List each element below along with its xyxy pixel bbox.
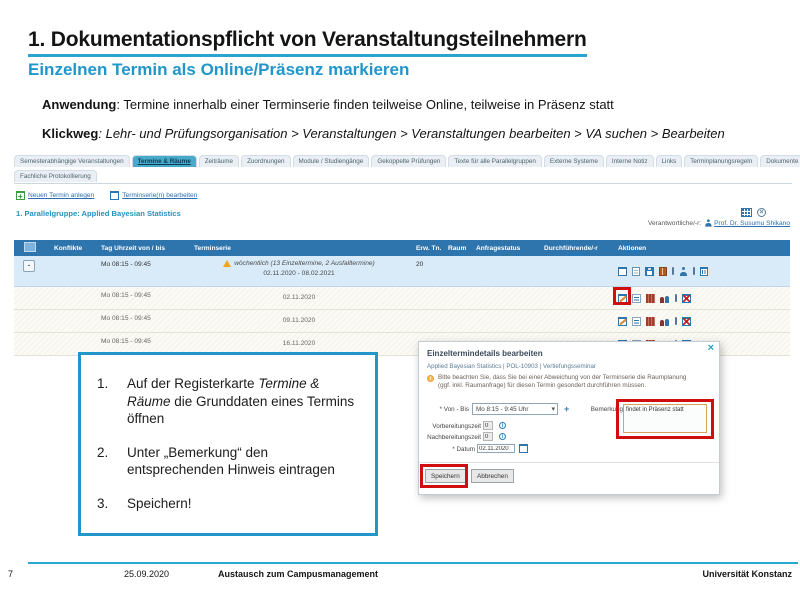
instruction-text-pre: Auf der Registerkarte [127, 376, 259, 391]
info-icon[interactable] [499, 433, 506, 440]
info-text: Bitte beachten Sie, dass Sie bei einer Abweichung von der Terminserie die Raumplanung (ggf. inkl. Raumanfrage) für diesen Termin gesondert durchführen müssen. [438, 374, 687, 390]
einzel-date: 09.11.2020 [282, 317, 316, 324]
vorbereitungszeit-input[interactable] [483, 421, 493, 430]
annotation-box-bemerkung [616, 399, 714, 439]
new-termin-label: Neuen Termin anlegen [28, 192, 95, 199]
anwendung-text: : Termine innerhalb einer Terminserie finden teilweise Online, teilweise in Präsenz statt [116, 97, 614, 112]
instruction-number: 3. [97, 495, 109, 511]
close-icon[interactable]: × [707, 342, 714, 354]
books-icon[interactable] [646, 317, 655, 326]
calendar-plus-icon [16, 191, 25, 200]
dialog-title: Einzeltermindetails bearbeiten [427, 349, 543, 358]
instruction-text-post: die Grunddaten eines Termins öffnen [127, 393, 355, 427]
book-icon[interactable] [659, 267, 667, 276]
info-icon[interactable] [499, 422, 506, 429]
serie-row [14, 256, 790, 287]
info-icon [427, 375, 434, 382]
edit-termin-icon[interactable] [618, 317, 627, 326]
tab-module-studiengaenge[interactable]: Module / Studiengänge [293, 155, 370, 167]
einzel-day-time: Mo 08:15 - 09:45 [101, 292, 151, 299]
annotation-box-save [420, 464, 468, 488]
people-icon[interactable] [660, 317, 670, 326]
save-button[interactable]: Speichern [425, 469, 466, 483]
cancel-termin-icon[interactable] [682, 294, 691, 303]
tab-zeitraeume[interactable]: Zeiträume [199, 155, 239, 167]
vorbereitungszeit-label: Vorbereitungszeit [432, 423, 481, 430]
einzel-date: 02.11.2020 [282, 294, 316, 301]
serie-day-time: Mo 08:15 - 09:45 [101, 261, 151, 268]
instruction-text: Unter „Bemerkung“ den entsprechenden Hinweis eintragen [127, 444, 335, 478]
einzeltermin-dialog [418, 341, 720, 495]
footer-institution: Universität Konstanz [702, 569, 792, 579]
trash-icon[interactable] [700, 267, 708, 276]
col-anfragestatus: Anfragestatus [476, 244, 521, 252]
page-subtitle: Einzelnen Termin als Online/Präsenz markieren [28, 60, 410, 79]
tab-semesterabhaengige-veranstaltungen[interactable]: Semesterabhängige Veranstaltungen [14, 155, 130, 167]
annotation-box-edit-icon [613, 287, 631, 305]
einzel-row [14, 310, 790, 333]
col-konflikte: Konflikte [54, 244, 83, 252]
klickweg-label: Klickweg [42, 126, 99, 141]
disk-icon[interactable] [645, 267, 654, 276]
collapse-all-icon[interactable]: × [757, 208, 766, 217]
table-header [14, 240, 790, 256]
datum-label: * Datum [452, 446, 475, 453]
nachbereitungszeit-label: Nachbereitungszeit [427, 434, 481, 441]
people-icon[interactable] [660, 294, 670, 303]
serie-dates: 02.11.2020 - 08.02.2021 [263, 270, 335, 277]
einzel-day-time: Mo 08:15 - 09:45 [101, 315, 151, 322]
instruction-item-2 [97, 444, 365, 479]
von-bis-label: * Von - Bis [439, 406, 469, 413]
termine-table [14, 240, 790, 356]
col-raum: Raum [448, 244, 467, 252]
instruction-text: Speichern! [127, 495, 192, 511]
tab-terminplanungsregeln[interactable]: Terminplanungsregeln [684, 155, 758, 167]
col-durchfuehrender: Durchführende/-r [544, 244, 598, 252]
einzel-day-time: Mo 08:15 - 09:45 [101, 338, 151, 345]
responsible-name-link[interactable]: Prof. Dr. Susumu Shikano [714, 219, 790, 227]
icon-divider [693, 267, 695, 275]
dialog-subtitle: Applied Bayesian Statistics | POL-10903 | Vertiefungsseminar [427, 363, 596, 370]
instruction-item-1 [97, 375, 365, 428]
icon-divider [675, 317, 677, 325]
tab-zuordnungen[interactable]: Zuordnungen [241, 155, 290, 167]
list-icon[interactable] [632, 317, 641, 326]
col-tag-uhrzeit: Tag Uhrzeit von / bis [101, 244, 165, 252]
select-column-icon[interactable] [24, 242, 36, 252]
footer-date: 25.09.2020 [124, 569, 170, 579]
chevron-down-icon: ▾ [551, 406, 555, 413]
tab-interne-notiz[interactable]: Interne Notiz [606, 155, 654, 167]
col-aktionen: Aktionen [618, 244, 647, 252]
von-bis-value: Mo 8:15 - 9:45 Uhr [476, 405, 529, 413]
list-icon[interactable] [632, 294, 641, 303]
tab-divider [14, 183, 792, 184]
serie-actions [612, 256, 790, 286]
footer-divider [28, 562, 798, 564]
einzel-actions [612, 310, 790, 332]
einzel-row [14, 287, 790, 310]
responsible-label: Verantwortliche/-r: [647, 219, 702, 227]
page-title: 1. Dokumentationspflicht von Veranstaltungsteilnehmern [28, 28, 587, 57]
responsible-row [648, 219, 790, 227]
serie-erw-tn: 20 [416, 261, 424, 268]
instruction-text [127, 375, 365, 428]
dialog-separator [419, 462, 719, 463]
tab-externe-systeme[interactable]: Externe Systeme [544, 155, 604, 167]
datum-input[interactable] [477, 444, 515, 453]
instruction-number: 1. [97, 376, 109, 391]
tab-dokumente[interactable]: Dokumente [760, 155, 800, 167]
quicklinks [16, 191, 197, 200]
bemerkung-label: Bemerkung [590, 406, 623, 413]
icon-divider [672, 267, 674, 275]
serie-info: wöchentlich (13 Einzeltermine, 2 Ausfalltermine) [234, 260, 375, 267]
tab-gekoppelte-pruefungen[interactable]: Gekoppelte Prüfungen [371, 155, 446, 167]
new-termin-link[interactable] [16, 191, 94, 200]
instruction-text-italic: Termine & Räume [127, 376, 320, 409]
tab-termine-raeume[interactable]: Termine & Räume [132, 155, 197, 167]
einzel-actions [612, 287, 790, 309]
tab-bar-row2 [14, 170, 97, 182]
von-bis-select[interactable] [472, 403, 558, 415]
anwendung-label: Anwendung [42, 97, 117, 112]
klickweg-text: : Lehr- und Prüfungsorganisation > Veranstaltungen > Veranstaltungen bearbeiten > VA suchen > Bearbeiten [98, 126, 725, 141]
calendar-icon[interactable] [618, 267, 627, 276]
collapse-serie-button[interactable]: - [23, 260, 35, 272]
parallelgruppe-heading: 1. Parallelgruppe: Applied Bayesian Statistics [16, 209, 181, 218]
warning-icon [223, 260, 231, 267]
tab-fachliche-protokollierung[interactable]: Fachliche Protokollierung [14, 170, 97, 182]
books-icon[interactable] [646, 294, 655, 303]
einzel-date: 16.11.2020 [282, 340, 316, 347]
calendar-picker-icon[interactable] [519, 444, 528, 453]
page-number: 7 [8, 569, 14, 579]
col-erw-tn: Erw. Tn. [416, 244, 442, 252]
tab-texte-parallelgruppen[interactable]: Texte für alle Parallelgruppen [448, 155, 542, 167]
icon-divider [675, 294, 677, 302]
anwendung-line [42, 97, 614, 112]
corner-icons [741, 208, 766, 217]
cancel-termin-icon[interactable] [682, 317, 691, 326]
table-view-icon[interactable] [741, 208, 752, 217]
person-icon[interactable] [679, 267, 688, 276]
dialog-info-message [427, 374, 699, 390]
edit-serie-link[interactable] [110, 191, 197, 200]
tab-links[interactable]: Links [656, 155, 683, 167]
edit-serie-label: Terminserie(n) bearbeiten [122, 192, 198, 199]
add-time-icon[interactable]: + [564, 404, 570, 414]
nachbereitungszeit-input[interactable] [483, 432, 493, 441]
document-icon[interactable] [632, 267, 640, 276]
klickweg-line [42, 126, 725, 141]
instruction-box [78, 352, 378, 536]
cancel-button[interactable]: Abbrechen [471, 469, 514, 483]
instruction-number: 2. [97, 444, 109, 460]
instruction-item-3 [97, 495, 365, 513]
footer-title: Austausch zum Campusmanagement [218, 569, 379, 579]
col-terminserie: Terminserie [194, 244, 231, 252]
calendar-icon [110, 191, 119, 200]
person-icon [704, 219, 710, 226]
tab-bar-row1 [14, 155, 800, 167]
